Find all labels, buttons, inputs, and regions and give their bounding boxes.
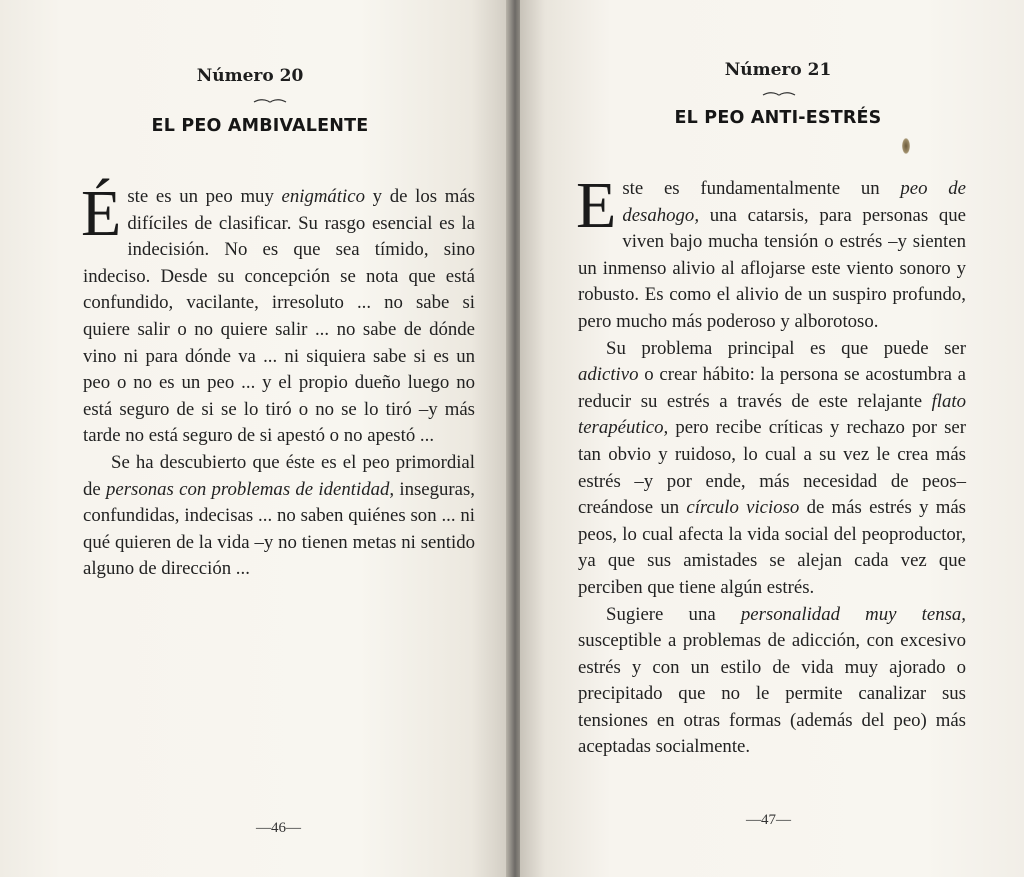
- right-drop-cap: E: [576, 169, 617, 242]
- left-p2-seg-2: personas con problemas de identidad,: [106, 478, 395, 500]
- left-paragraph-2: [83, 450, 475, 583]
- right-body-text: [576, 169, 966, 761]
- left-drop-cap: É: [81, 177, 122, 250]
- right-paragraph-3: [578, 602, 966, 762]
- right-paragraph-1: [576, 169, 966, 336]
- right-p2-seg-6: círculo vicioso: [686, 497, 800, 519]
- right-p2-seg-3: o crear hábito: la persona se acostumbra a reducir su estrés a través de este relajante: [578, 364, 966, 412]
- right-p2-seg-2: adictivo: [578, 364, 639, 386]
- flourish-ornament-icon: [253, 97, 287, 105]
- right-p3-seg-2: personalidad muy tensa,: [740, 603, 966, 625]
- left-body-text: [81, 177, 475, 583]
- right-p3-seg-3: susceptible a problemas de adicción, con excesivo estrés y con un estilo de vida muy ajorado o precipitado que no le permite canalizar sus tensiones en otras formas (además del peo) más aceptadas socialmente.: [578, 630, 966, 758]
- right-page-number: —47—: [746, 812, 791, 828]
- left-page-number: —46—: [256, 820, 301, 836]
- right-p1-seg-1: ste es fundamentalmente un: [622, 178, 901, 199]
- right-p1-seg-3: una catarsis, para personas que viven bajo mucha tensión o estrés –y sienten un inmenso alivio al aflojarse este viento sonoro y robusto. Es como el alivio de un suspiro profundo, pero mucho más poderoso y alborotoso.: [578, 204, 966, 332]
- right-number-heading: Número 21: [724, 60, 832, 80]
- right-p2-seg-1: Su problema principal es que puede ser: [606, 337, 966, 359]
- left-p2-seg-3: inseguras, confundidas, indecisas ... no saben quiénes son ... ni qué quieren de la vida –y no tienen metas ni sentido alguno de dirección ...: [83, 478, 475, 580]
- left-p1-seg-2: enigmático: [281, 186, 365, 207]
- left-p1-seg-3: y de los más difíciles de clasificar. Su rasgo esencial es la indecisión. No es que sea tímido, sino indeciso. Desde su concepción se nota que está confundido, vacilante, irresoluto ... no sabe si quiere salir o no quiere salir ... no sabe de dónde vino ni para dónde va ... ni siquiera sabe si es un peo o no es un peo ... y el propio dueño luego no está seguro de si se lo tiró o no se lo tiró –y más tarde no está seguro de si apestó o no apestó ...: [83, 186, 475, 447]
- right-p1-seg-2: peo de desahogo,: [622, 178, 966, 226]
- right-p2-seg-4: flato terapéutico,: [578, 390, 966, 439]
- left-chapter-title: EL PEO AMBIVALENTE: [151, 116, 369, 136]
- right-p3-seg-1: Sugiere una: [606, 603, 741, 625]
- left-number-heading: Número 20: [196, 66, 304, 86]
- right-paragraph-2: [578, 336, 966, 602]
- right-p2-seg-5: pero recibe críticas y rechazo por ser tan obvio y ruidoso, lo cual a su vez le crea más estrés –y por ende, más necesidad de peos– creándose un: [578, 417, 966, 519]
- left-p1-seg-1: ste es un peo muy: [127, 186, 282, 207]
- right-chapter-title: EL PEO ANTI-ESTRÉS: [674, 108, 882, 128]
- left-p2-seg-1: Se ha descubierto que éste es el peo primordial de: [83, 451, 475, 500]
- flourish-ornament-icon: [762, 90, 796, 98]
- left-paragraph-1: [81, 177, 475, 450]
- paper-stain: [902, 138, 910, 154]
- right-p2-seg-7: de más estrés y más peos, lo cual afecta la vida social del peoproductor, ya que sus amistades se alejan cada vez que perciben que tiene algún estrés.: [578, 497, 966, 598]
- right-page: [520, 0, 1024, 877]
